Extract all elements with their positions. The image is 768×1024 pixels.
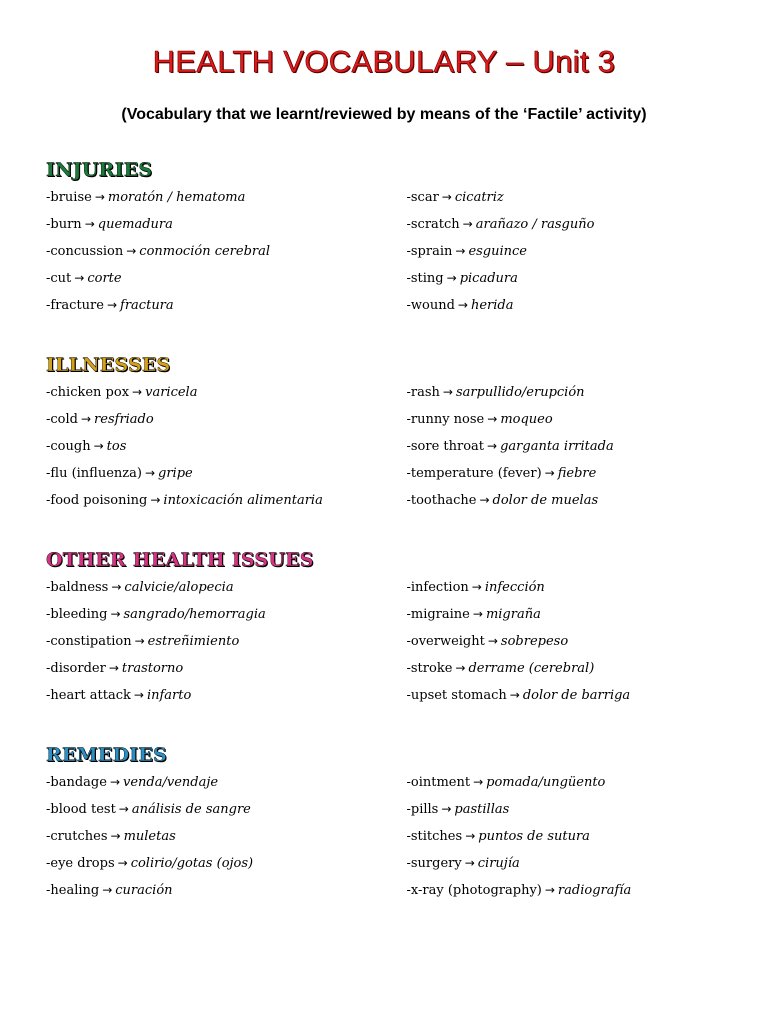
vocab-entry	[406, 241, 746, 268]
arrow-icon: →	[455, 661, 466, 675]
vocab-entry	[46, 631, 406, 658]
english-term: -eye drops	[46, 856, 115, 871]
vocab-entry	[46, 577, 406, 604]
vocab-entry	[406, 382, 746, 409]
arrow-icon: →	[487, 412, 498, 426]
arrow-icon: →	[80, 412, 92, 426]
arrow-icon: →	[150, 493, 161, 507]
english-term: -wound	[406, 298, 455, 313]
arrow-icon: →	[462, 217, 473, 231]
spanish-translation: sobrepeso	[500, 634, 569, 649]
section-illnesses	[46, 352, 746, 517]
arrow-icon: →	[118, 802, 129, 816]
arrow-icon: →	[446, 271, 457, 285]
vocab-entry	[406, 604, 746, 631]
spanish-translation: conmoción cerebral	[139, 244, 271, 259]
english-term: -toothache	[406, 493, 477, 508]
spanish-translation: esguince	[468, 244, 528, 259]
vocab-entry	[46, 268, 406, 295]
vocab-entry	[46, 490, 406, 517]
vocab-entry	[46, 295, 406, 322]
english-term: -pills	[406, 802, 439, 817]
left-column	[46, 577, 406, 712]
arrow-icon: →	[106, 298, 118, 312]
spanish-translation: dolor de barriga	[522, 688, 631, 703]
spanish-translation: moratón / hematoma	[107, 190, 246, 205]
english-term: -infection	[406, 580, 469, 595]
vocab-entry	[46, 658, 406, 685]
arrow-icon: →	[133, 688, 144, 702]
vocab-entry	[406, 463, 746, 490]
spanish-translation: fiebre	[557, 466, 597, 481]
english-term: -migraine	[406, 607, 470, 622]
english-term: -baldness	[46, 580, 109, 595]
arrow-icon: →	[455, 244, 466, 258]
left-column	[46, 772, 406, 907]
vocab-entry	[46, 826, 406, 853]
vocab-entry	[46, 436, 406, 463]
arrow-icon: →	[472, 607, 483, 621]
arrow-icon: →	[479, 493, 490, 507]
section-heading: OTHER HEALTH ISSUES	[46, 549, 314, 571]
english-term: -food poisoning	[46, 493, 148, 508]
right-column	[406, 772, 746, 907]
arrow-icon: →	[442, 385, 453, 399]
arrow-icon: →	[117, 856, 128, 870]
vocab-entry	[406, 187, 746, 214]
vocab-entry	[406, 409, 746, 436]
english-term: -stroke	[406, 661, 453, 676]
arrow-icon: →	[487, 439, 498, 453]
vocab-entry	[406, 880, 746, 907]
left-column	[46, 382, 406, 517]
vocab-entry	[46, 853, 406, 880]
spanish-translation: tos	[106, 439, 127, 454]
english-term: -flu (influenza)	[46, 466, 142, 481]
vocab-entry	[46, 799, 406, 826]
spanish-translation: varicela	[145, 385, 198, 400]
vocab-entry	[46, 187, 406, 214]
spanish-translation: herida	[470, 298, 514, 313]
spanish-translation: pomada/ungüento	[486, 775, 606, 790]
arrow-icon: →	[464, 856, 475, 870]
spanish-translation: calvicie/alopecia	[124, 580, 234, 595]
spanish-translation: colirio/gotas (ojos)	[130, 856, 254, 871]
english-term: -runny nose	[406, 412, 485, 427]
english-term: -crutches	[46, 829, 108, 844]
spanish-translation: derrame (cerebral)	[468, 661, 595, 676]
arrow-icon: →	[132, 385, 143, 399]
spanish-translation: sangrado/hemorragia	[123, 607, 266, 622]
vocab-entry	[46, 772, 406, 799]
english-term: -constipation	[46, 634, 132, 649]
arrow-icon: →	[544, 466, 555, 480]
english-term: -bleeding	[46, 607, 108, 622]
arrow-icon: →	[544, 883, 555, 897]
spanish-translation: curación	[115, 883, 173, 898]
english-term: -sore throat	[406, 439, 485, 454]
arrow-icon: →	[441, 190, 452, 204]
arrow-icon: →	[471, 580, 482, 594]
arrow-icon: →	[94, 190, 105, 204]
vocab-entry	[406, 436, 746, 463]
section-heading: ILLNESSES	[46, 354, 171, 376]
english-term: -healing	[46, 883, 100, 898]
english-term: -scratch	[406, 217, 460, 232]
spanish-translation: garganta irritada	[500, 439, 614, 454]
english-term: -blood test	[46, 802, 116, 817]
spanish-translation: migraña	[485, 607, 541, 622]
english-term: -cold	[46, 412, 78, 427]
spanish-translation: intoxicación alimentaria	[163, 493, 323, 508]
spanish-translation: radiografía	[557, 883, 632, 898]
english-term: -concussion	[46, 244, 124, 259]
page-title: HEALTH VOCABULARY – Unit 3	[152, 44, 616, 79]
arrow-icon: →	[509, 688, 520, 702]
vocab-entry	[406, 490, 746, 517]
vocab-entry	[406, 658, 746, 685]
spanish-translation: infección	[484, 580, 545, 595]
english-term: -cough	[46, 439, 91, 454]
spanish-translation: muletas	[123, 829, 176, 844]
vocab-entry	[46, 463, 406, 490]
arrow-icon: →	[134, 634, 145, 648]
arrow-icon: →	[110, 829, 121, 843]
vocab-entry	[406, 799, 746, 826]
vocab-entry	[406, 577, 746, 604]
vocab-entry	[406, 685, 746, 712]
spanish-translation: gripe	[158, 466, 193, 481]
english-term: -sprain	[406, 244, 453, 259]
arrow-icon: →	[144, 466, 156, 480]
section-heading: INJURIES	[46, 159, 153, 181]
spanish-translation: sarpullido/erupción	[455, 385, 585, 400]
arrow-icon: →	[93, 439, 104, 453]
spanish-translation: puntos de sutura	[478, 829, 590, 844]
english-term: -bruise	[46, 190, 92, 205]
english-term: -disorder	[46, 661, 106, 676]
arrow-icon: →	[111, 580, 122, 594]
spanish-translation: análisis de sangre	[131, 802, 251, 817]
english-term: -temperature (fever)	[406, 466, 542, 481]
arrow-icon: →	[487, 634, 498, 648]
spanish-translation: estreñimiento	[147, 634, 240, 649]
english-term: -heart attack	[46, 688, 131, 703]
vocab-entry	[46, 685, 406, 712]
arrow-icon: →	[441, 802, 452, 816]
spanish-translation: venda/vendaje	[123, 775, 219, 790]
english-term: -fracture	[46, 298, 104, 313]
right-column	[406, 577, 746, 712]
arrow-icon: →	[473, 775, 484, 789]
spanish-translation: picadura	[459, 271, 518, 286]
spanish-translation: pastillas	[454, 802, 510, 817]
english-term: -surgery	[406, 856, 462, 871]
english-term: -burn	[46, 217, 82, 232]
arrow-icon: →	[108, 661, 119, 675]
vocab-entry	[46, 604, 406, 631]
right-column	[406, 382, 746, 517]
spanish-translation: cirujía	[477, 856, 520, 871]
arrow-icon: →	[74, 271, 85, 285]
vocab-entry	[46, 241, 406, 268]
english-term: -stitches	[406, 829, 463, 844]
section-other-health-issues	[46, 547, 746, 712]
spanish-translation: infarto	[146, 688, 192, 703]
arrow-icon: →	[109, 775, 120, 789]
english-term: -scar	[406, 190, 439, 205]
english-term: -upset stomach	[406, 688, 507, 703]
spanish-translation: dolor de muelas	[492, 493, 599, 508]
english-term: -cut	[46, 271, 72, 286]
spanish-translation: corte	[87, 271, 122, 286]
arrow-icon: →	[84, 217, 95, 231]
spanish-translation: cicatriz	[454, 190, 504, 205]
spanish-translation: quemadura	[97, 217, 173, 232]
spanish-translation: trastorno	[121, 661, 184, 676]
vocab-entry	[46, 382, 406, 409]
vocab-entry	[406, 295, 746, 322]
spanish-translation: arañazo / rasguño	[475, 217, 595, 232]
spanish-translation: resfriado	[94, 412, 154, 427]
english-term: -rash	[406, 385, 440, 400]
section-injuries	[46, 157, 746, 322]
spanish-translation: fractura	[120, 298, 174, 313]
arrow-icon: →	[110, 607, 121, 621]
english-term: -chicken pox	[46, 385, 130, 400]
vocab-entry	[46, 214, 406, 241]
section-heading: REMEDIES	[46, 744, 167, 766]
vocab-entry	[406, 826, 746, 853]
spanish-translation: moqueo	[500, 412, 553, 427]
vocab-entry	[406, 268, 746, 295]
vocab-entry	[406, 772, 746, 799]
english-term: -ointment	[406, 775, 471, 790]
vocab-entry	[46, 880, 406, 907]
arrow-icon: →	[102, 883, 113, 897]
vocab-entry	[406, 631, 746, 658]
english-term: -bandage	[46, 775, 107, 790]
vocab-entry	[406, 214, 746, 241]
arrow-icon: →	[465, 829, 476, 843]
english-term: -x-ray (photography)	[406, 883, 542, 898]
vocab-entry	[46, 409, 406, 436]
left-column	[46, 187, 406, 322]
english-term: -sting	[406, 271, 444, 286]
english-term: -overweight	[406, 634, 485, 649]
right-column	[406, 187, 746, 322]
vocab-entry	[406, 853, 746, 880]
arrow-icon: →	[126, 244, 137, 258]
page-subtitle: (Vocabulary that we learnt/reviewed by means of the ‘Factile’ activity)	[121, 106, 647, 123]
arrow-icon: →	[457, 298, 468, 312]
section-remedies	[46, 742, 746, 907]
